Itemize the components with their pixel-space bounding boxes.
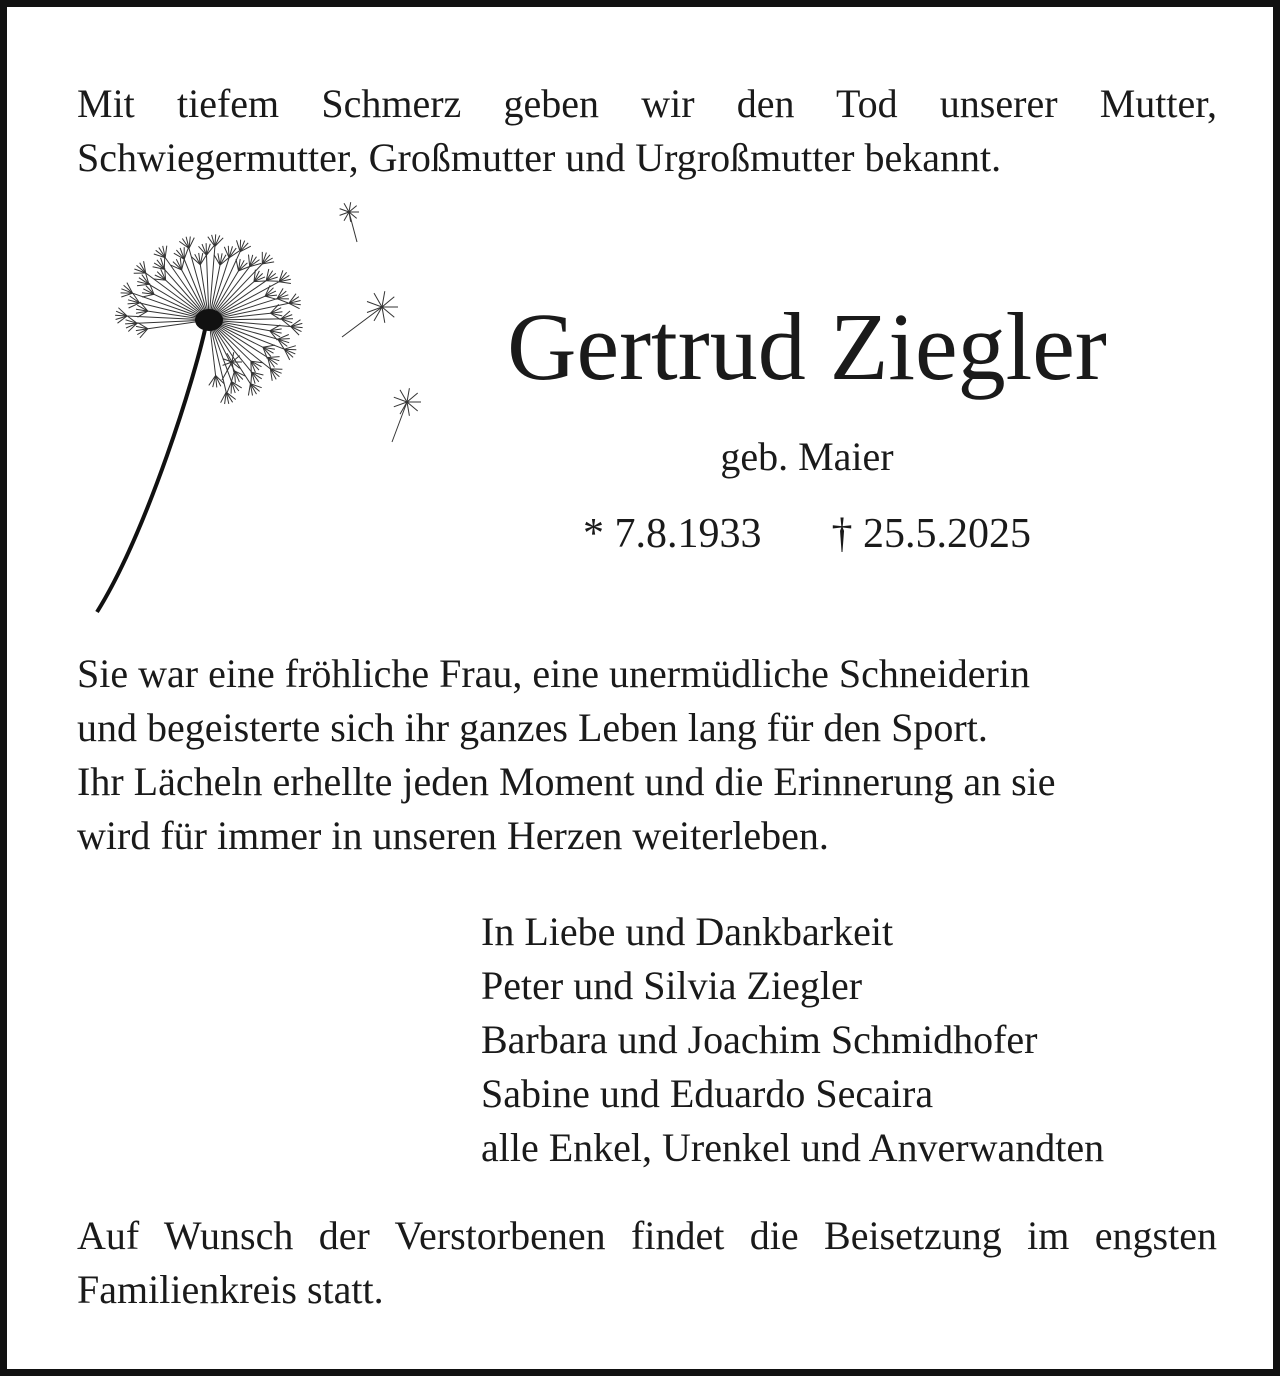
tribute-line: Ihr Lächeln erhellte jeden Moment und die Erinnerung an sie (77, 759, 1056, 804)
signer-line: Peter und Silvia Ziegler (481, 963, 863, 1008)
dandelion-icon (87, 202, 427, 622)
signer-line: alle Enkel, Urenkel und Anverwandten (481, 1125, 1105, 1170)
deceased-name: Gertrud Ziegler (507, 293, 1107, 400)
tribute-line: und begeisterte sich ihr ganzes Leben lang für den Sport. (77, 705, 988, 750)
life-dates (407, 509, 1207, 559)
tribute-line: Sie war eine fröhliche Frau, eine unermüdliche Schneiderin (77, 651, 1030, 696)
tribute-text (77, 647, 1217, 863)
closing-text: Auf Wunsch der Verstorbenen findet die Beisetzung im engsten Familienkreis statt. (77, 1213, 1217, 1312)
intro-text: Mit tiefem Schmerz geben wir den Tod unserer Mutter, Schwiegermutter, Großmutter und Urgroßmutter bekannt. (77, 81, 1217, 180)
signers-block (481, 905, 1241, 1175)
birth-date: * 7.8.1933 (583, 511, 762, 557)
signer-line: In Liebe und Dankbarkeit (481, 909, 894, 954)
death-date: † 25.5.2025 (831, 511, 1031, 557)
tribute-line: wird für immer in unseren Herzen weiterleben. (77, 813, 829, 858)
maiden-name: geb. Maier (720, 434, 894, 479)
signer-line: Sabine und Eduardo Secaira (481, 1071, 934, 1116)
signer-line: Barbara und Joachim Schmidhofer (481, 1017, 1038, 1062)
